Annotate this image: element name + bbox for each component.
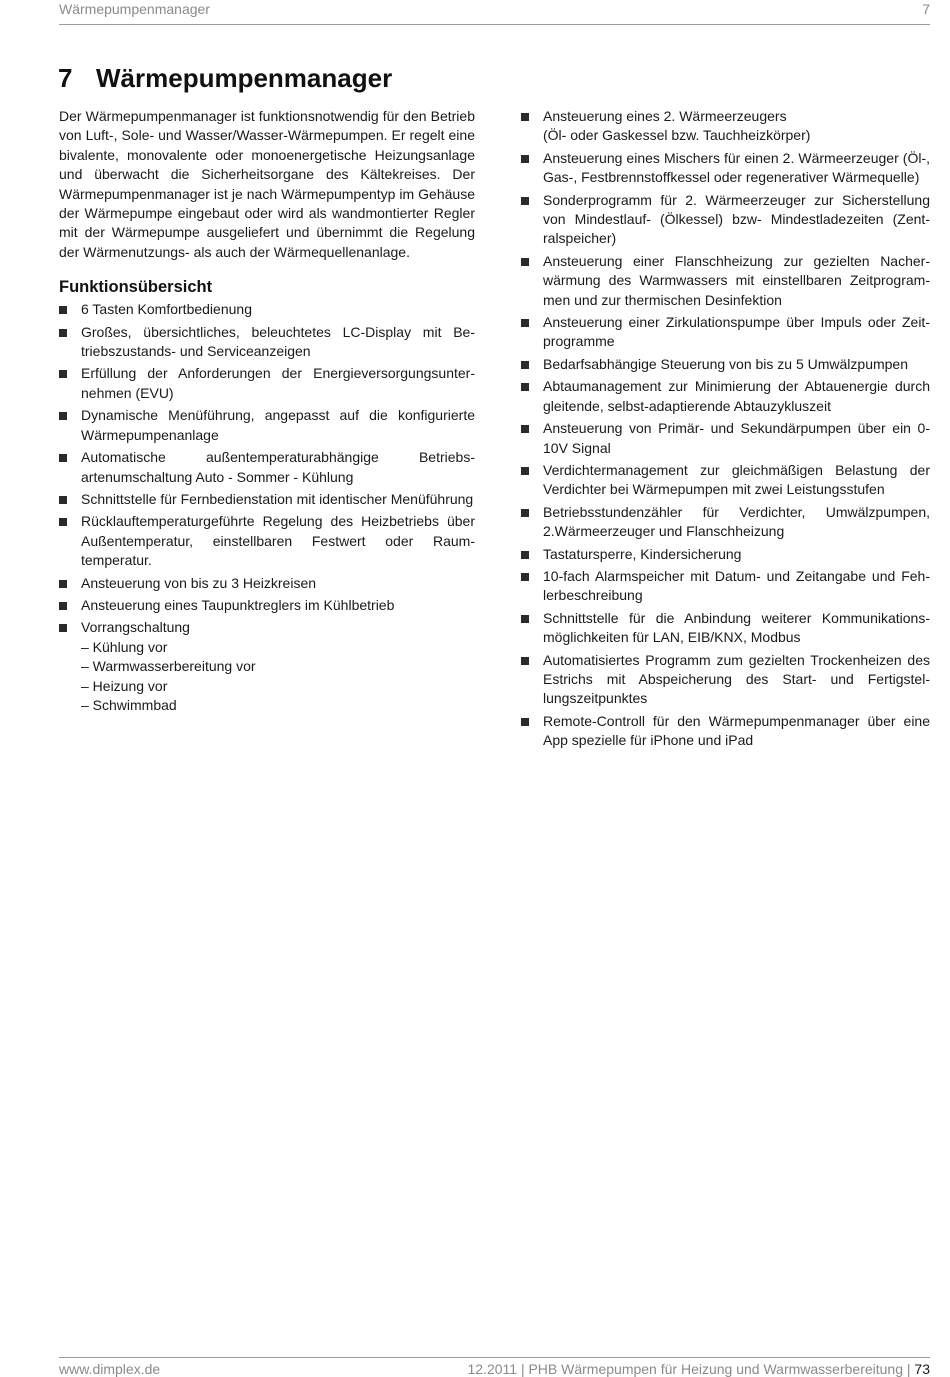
list-item: 10-fach Alarmspeicher mit Datum- und Zeitangabe und Fehlerbeschreibung [521, 567, 930, 606]
bullet-square-icon [521, 425, 529, 433]
list-item: Erfüllung der Anforderungen der Energieversorgungsunternehmen (EVU) [59, 364, 475, 403]
list-item: Betriebsstundenzähler für Verdichter, Umwälzpumpen, 2.Wärmeerzeuger und Flanschheizung [521, 503, 930, 542]
bullet-square-icon [59, 518, 67, 526]
running-header-chapter-number: 7 [922, 1, 930, 17]
priority-subitem: – Heizung vor [81, 677, 168, 694]
chapter-title [58, 60, 392, 96]
bullet-square-icon [521, 657, 529, 665]
list-item: Dynamische Menüführung, angepasst auf die konfigurierte Wärmepumpenanlage [59, 406, 475, 445]
list-item: Remote-Controll für den Wärmepumpenmanager über eine App spezielle für iPhone und iPad [521, 712, 930, 751]
running-header [59, 0, 930, 25]
bullet-square-icon [521, 718, 529, 726]
running-header-title: Wärmepumpenmanager [59, 1, 210, 17]
bullet-square-icon [521, 319, 529, 327]
bullet-square-icon [59, 602, 67, 610]
list-item: Schnittstelle für Fernbedienstation mit identischer Menüführung [59, 490, 475, 509]
footer-publication [467, 1361, 930, 1377]
bullet-square-icon [59, 624, 67, 632]
bullet-square-icon [59, 370, 67, 378]
bullet-square-icon [59, 496, 67, 504]
bullet-square-icon [59, 306, 67, 314]
bullet-square-icon [521, 551, 529, 559]
left-column [59, 107, 475, 718]
list-item: Bedarfsabhängige Steuerung von bis zu 5 Umwälzpumpen [521, 355, 930, 374]
bullet-square-icon [521, 573, 529, 581]
bullet-square-icon [521, 361, 529, 369]
bullet-square-icon [59, 580, 67, 588]
list-item: Ansteuerung eines Taupunktreglers im Kühlbetrieb [59, 596, 475, 615]
priority-subitems [81, 638, 475, 716]
bullet-square-icon [521, 467, 529, 475]
chapter-title-text: Wärmepumpenmanager [96, 63, 393, 93]
list-item: Sonderprogramm für 2. Wärmeerzeuger zur Sicherstellung von Mindestlauf- (Ölkessel) bzw- Mindestladezeiten (Zentralspeicher) [521, 191, 930, 249]
list-item: Rücklauftemperaturgeführte Regelung des Heizbetriebs über Außentemperatur, einstellbaren Festwert oder Raumtemperatur. [59, 512, 475, 570]
list-item: Großes, übersichtliches, beleuchtetes LC-Display mit Betriebszustands- und Serviceanzeigen [59, 323, 475, 362]
bullet-square-icon [521, 615, 529, 623]
list-item: Ansteuerung einer Zirkulationspumpe über Impuls oder Zeitprogramme [521, 313, 930, 352]
priority-subitem: – Kühlung vor [81, 638, 168, 655]
list-item: Ansteuerung von Primär- und Sekundärpumpen über ein 0-10V Signal [521, 419, 930, 458]
priority-label: Vorrangschaltung [81, 619, 190, 636]
bullet-square-icon [521, 509, 529, 517]
list-item: 6 Tasten Komfortbedienung [59, 300, 475, 319]
bullet-square-icon [521, 113, 529, 121]
list-item: Ansteuerung einer Flanschheizung zur gezielten Nacherwärmung des Warmwassers mit einstellbaren Zeitprogrammen und zur thermischen Desinfektion [521, 252, 930, 310]
list-item: Ansteuerung eines 2. Wärmeerzeugers (Öl- oder Gaskessel bzw. Tauchheizkörper) [521, 107, 930, 146]
footer-publication-text: 12.2011 | PHB Wärmepumpen für Heizung und Warmwasserbereitung | [467, 1361, 915, 1377]
bullet-square-icon [521, 258, 529, 266]
list-item: Automatisiertes Programm zum gezielten Trockenheizen des Estrichs mit Abspeicherung des Start- und Fertigstellungszeitpunktes [521, 651, 930, 709]
feature-list-left [59, 300, 475, 715]
bullet-square-icon [521, 383, 529, 391]
bullet-square-icon [59, 454, 67, 462]
bullet-square-icon [59, 412, 67, 420]
page-number: 73 [914, 1361, 930, 1377]
list-item: Schnittstelle für die Anbindung weiterer Kommunikationsmöglichkeiten für LAN, EIB/KNX, Modbus [521, 609, 930, 648]
bullet-square-icon [521, 155, 529, 163]
section-heading: Funktionsübersicht [59, 278, 213, 297]
list-item: Abtaumanagement zur Minimierung der Abtauenergie durch gleitende, selbst-adaptierende Abtauzykluszeit [521, 377, 930, 416]
priority-subitem: – Schwimmbad [81, 696, 177, 713]
footer-divider [59, 1357, 930, 1358]
list-item: Ansteuerung eines Mischers für einen 2. Wärmeerzeuger (Öl-, Gas-, Festbrennstoffkessel oder regenerativer Wärmequelle) [521, 149, 930, 188]
list-item: Tastatursperre, Kindersicherung [521, 545, 930, 564]
intro-paragraph: Der Wärmepumpenmanager ist funktionsnotwendig für den Betrieb von Luft-, Sole- und Wasser/Wasser-Wärmepumpen. Er regelt eine bivalente, monovalente oder monoenergetische Heizungsanlage und überwacht die Sicherheitsorgane des Kältekreises. Der Wärmepumpenmanager ist je nach Wärmepumpentyp im Gehäuse der Wärmepumpe eingebaut oder wird als wandmontierter Regler mit der Wärmepumpe ausgeliefert und übernimmt die Regelung der Wärmenutzungs- als auch der Wärmequellenanlage. [59, 108, 475, 260]
list-item: Automatische außentemperaturabhängige Betriebsartenumschaltung Auto - Sommer - Kühlung [59, 448, 475, 487]
priority-list-item [59, 618, 475, 715]
footer-website: www.dimplex.de [59, 1361, 161, 1377]
list-item: Ansteuerung von bis zu 3 Heizkreisen [59, 574, 475, 593]
chapter-number: 7 [58, 63, 73, 93]
feature-list-right [521, 107, 930, 751]
bullet-square-icon [521, 197, 529, 205]
right-column [521, 107, 930, 754]
list-item: Verdichtermanagement zur gleichmäßigen Belastung der Verdichter bei Wärmepumpen mit zwei Leistungsstufen [521, 461, 930, 500]
priority-subitem: – Warmwasserbereitung vor [81, 658, 256, 675]
bullet-square-icon [59, 329, 67, 337]
